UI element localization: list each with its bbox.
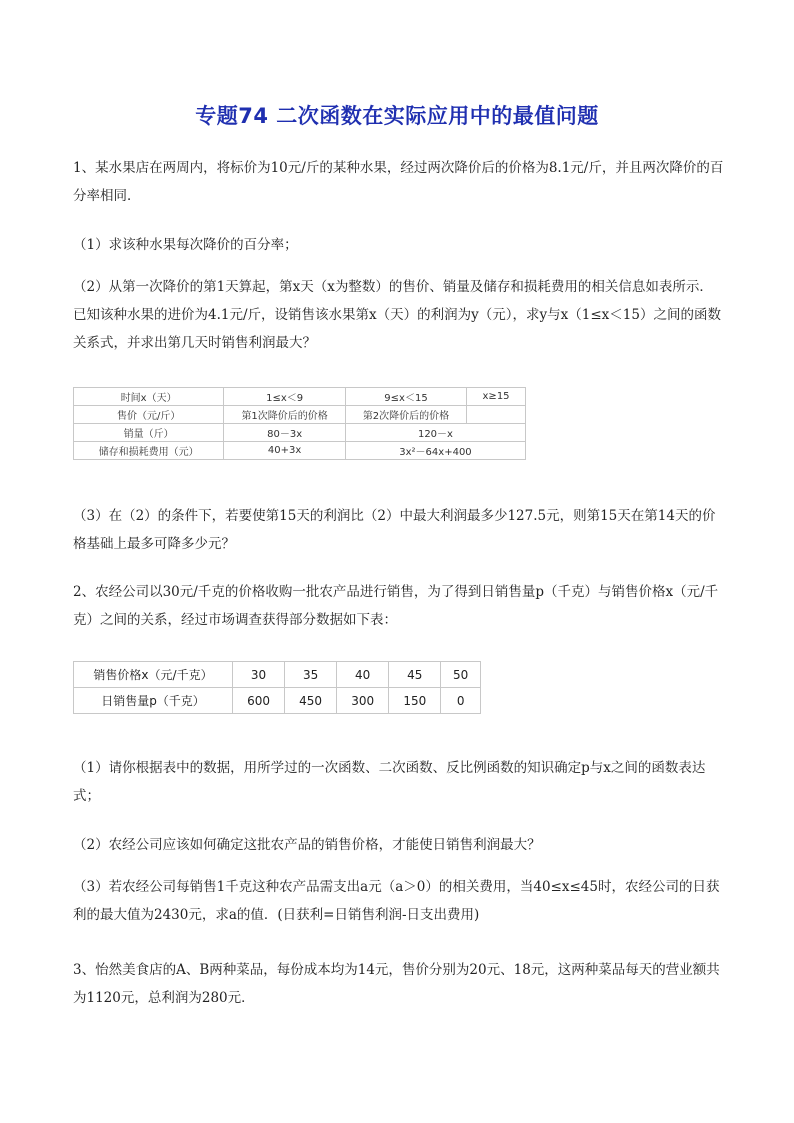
q3-intro: 3、怡然美食店的A、B两种菜品，每份成本均为14元，售价分别为20元、18元，这两种菜品每天的营业额共为1120元，总利润为280元．	[73, 962, 720, 1006]
q2-part1: （1）请你根据表中的数据，用所学过的一次函数、二次函数、反比例函数的知识确定p与x之间的函数表达式；	[73, 760, 706, 804]
q2-part3: （3）若农经公司每销售1千克这种农产品需支出a元（a＞0）的相关费用，当40≤x≤45时，农经公司的日获利的最大值为2430元，求a的值．(日获利=日销售利润-日支出费用)	[73, 879, 720, 923]
q1-info-table	[73, 387, 526, 460]
table-cell: 第1次降价后的价格	[224, 406, 346, 424]
table-row	[74, 442, 526, 460]
table-cell: 储存和损耗费用（元）	[74, 442, 224, 460]
table-cell: 300	[337, 688, 389, 714]
table-cell: 销售价格x（元/千克）	[74, 662, 233, 688]
table-row	[74, 406, 526, 424]
table-row	[74, 424, 526, 442]
table-cell: 120－x	[345, 424, 525, 442]
table-row	[74, 688, 481, 714]
table-cell: 50	[441, 662, 481, 688]
table-cell: 30	[233, 662, 285, 688]
q2-intro: 2、农经公司以30元/千克的价格收购一批农产品进行销售，为了得到日销售量p（千克）与销售价格x（元/千克）之间的关系，经过市场调查获得部分数据如下表：	[73, 584, 719, 628]
table-cell: 150	[389, 688, 441, 714]
page-title: 专题74 二次函数在实际应用中的最值问题	[195, 104, 599, 128]
table-cell: 3x²－64x+400	[345, 442, 525, 460]
table-cell: 第2次降价后的价格	[345, 406, 466, 424]
table-cell: 450	[285, 688, 337, 714]
q1-part3: （3）在（2）的条件下，若要使第15天的利润比（2）中最大利润最多少127.5元，则第15天在第14天的价格基础上最多可降多少元？	[73, 508, 716, 552]
table-cell: 1≤x＜9	[224, 388, 346, 406]
table-row	[74, 662, 481, 688]
table-row	[74, 388, 526, 406]
table-cell: 35	[285, 662, 337, 688]
q2-part2: （2）农经公司应该如何确定这批农产品的销售价格，才能使日销售利润最大？	[73, 837, 541, 853]
table-cell: 600	[233, 688, 285, 714]
q1-intro: 1、某水果店在两周内，将标价为10元/斤的某种水果，经过两次降价后的价格为8.1元/斤，并且两次降价的百分率相同．	[73, 160, 724, 204]
table-cell	[467, 406, 526, 424]
table-cell: 销量（斤）	[74, 424, 224, 442]
table-cell: 0	[441, 688, 481, 714]
q1-part1: （1）求该种水果每次降价的百分率；	[73, 237, 298, 253]
table-cell: 9≤x＜15	[345, 388, 466, 406]
table-cell: 40+3x	[224, 442, 346, 460]
table-cell: 80－3x	[224, 424, 346, 442]
table-cell: 45	[389, 662, 441, 688]
q1-part2: （2）从第一次降价的第1天算起，第x天（x为整数）的售价、销量及储存和损耗费用的相关信息如表所示．已知该种水果的进价为4.1元/斤，设销售该水果第x（天）的利润为y（元），求y与x（1≤x＜15）之间的函数关系式，并求出第几天时销售利润最大？	[73, 279, 721, 351]
table-cell: x≥15	[467, 388, 526, 406]
table-cell: 时间x（天）	[74, 388, 224, 406]
table-cell: 日销售量p（千克）	[74, 688, 233, 714]
q2-data-table	[73, 661, 481, 714]
table-cell: 40	[337, 662, 389, 688]
table-cell: 售价（元/斤）	[74, 406, 224, 424]
